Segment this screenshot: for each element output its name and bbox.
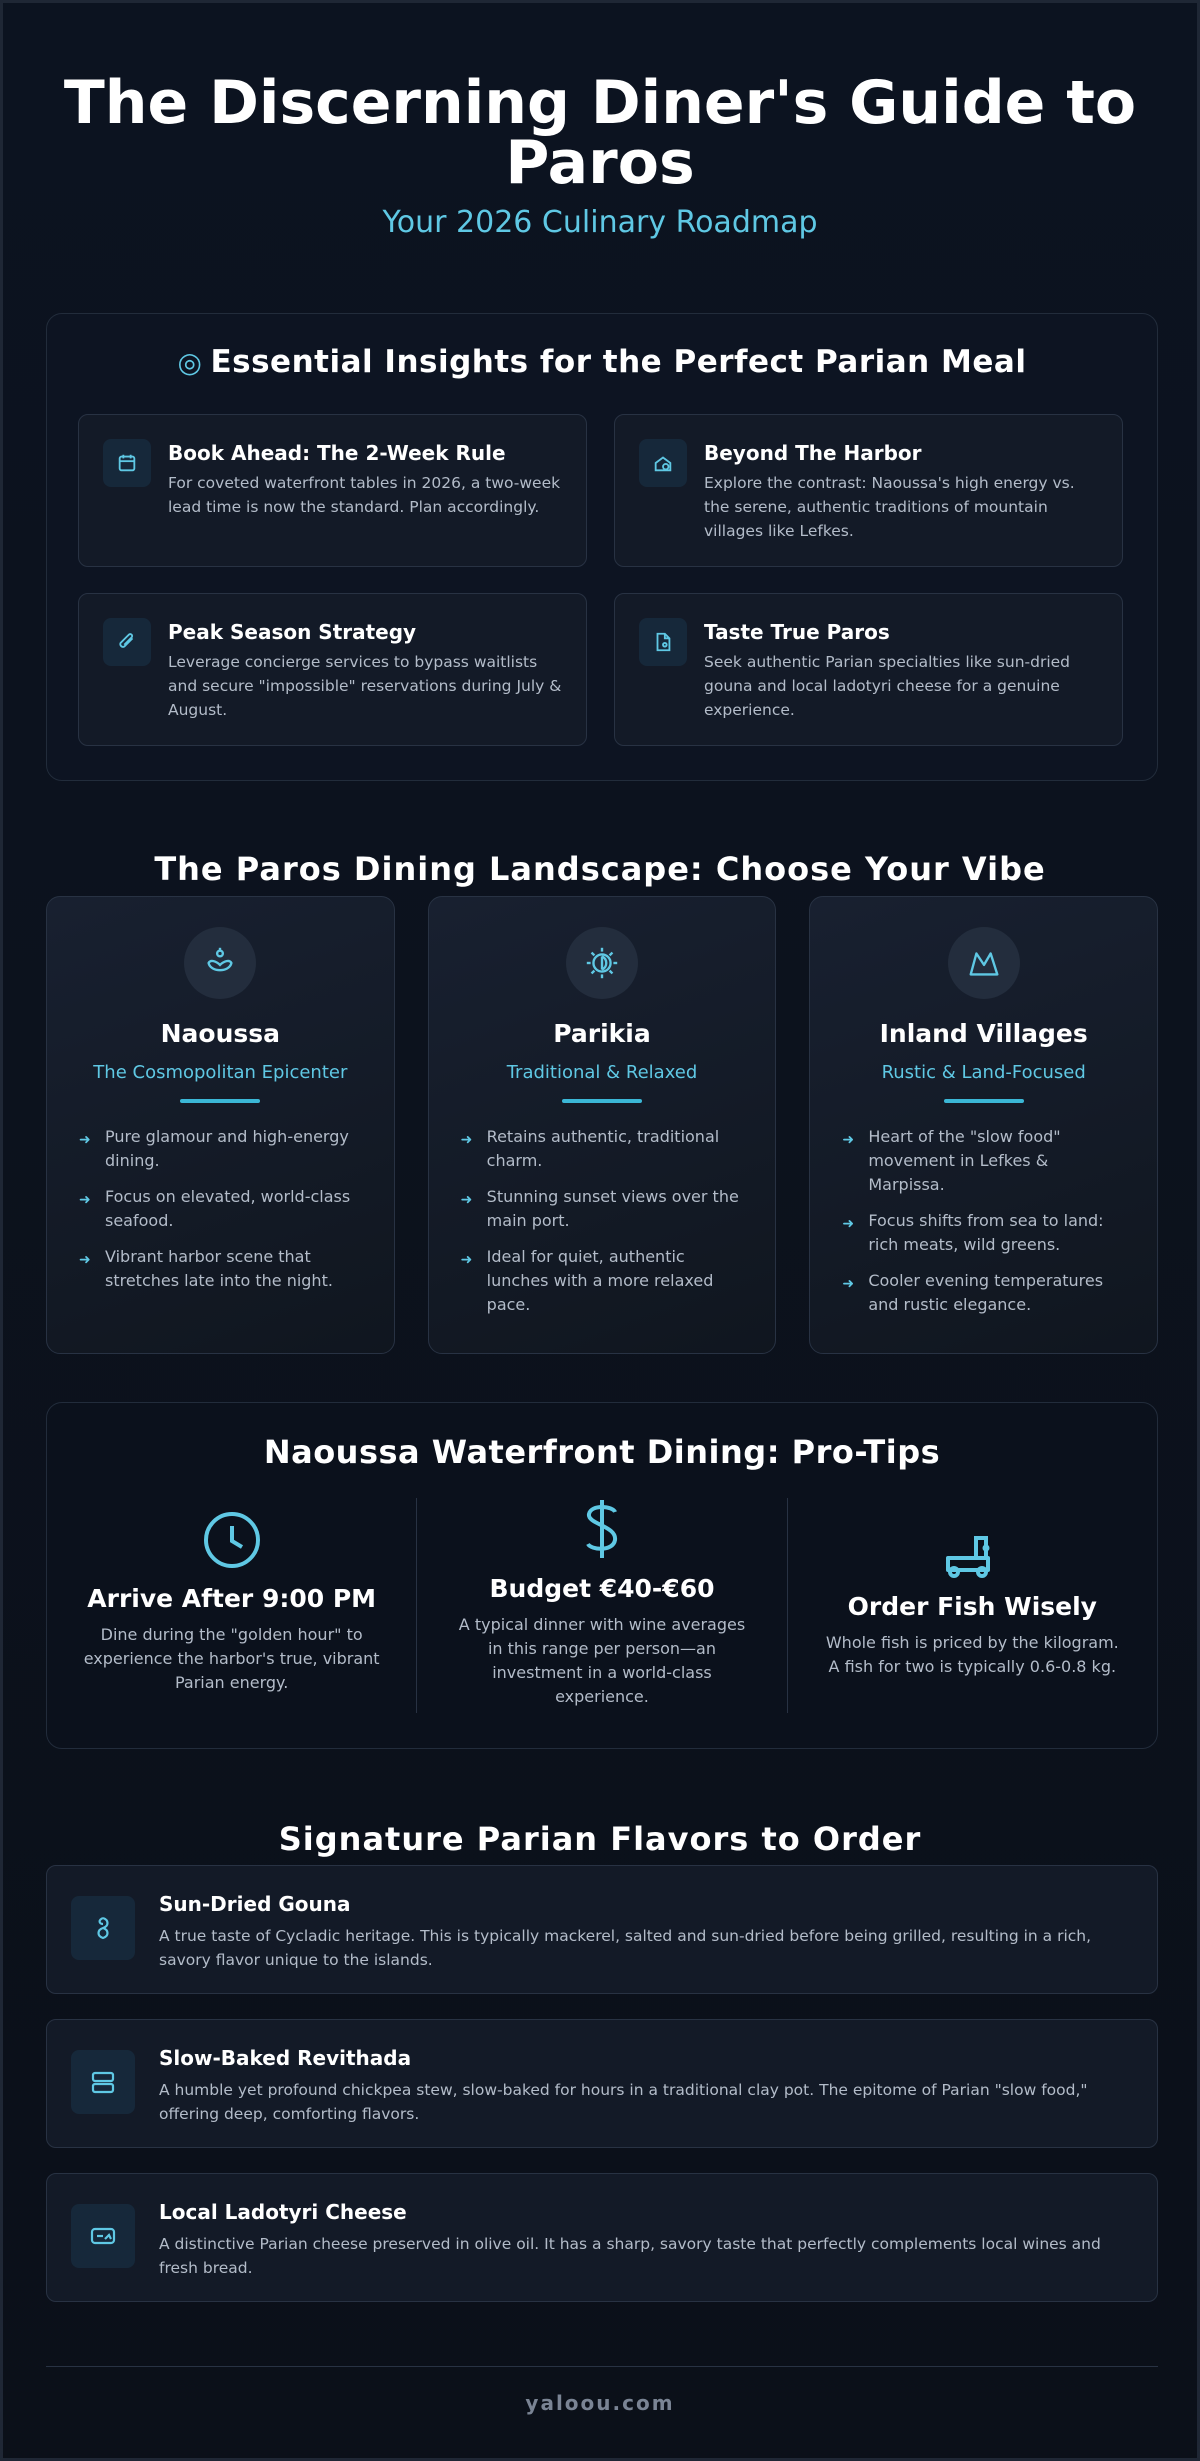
anchor-icon (184, 927, 256, 999)
protip-text: Whole fish is priced by the kilogram. A fish for two is typically 0.6-0.8 kg. (825, 1633, 1119, 1676)
flavor-title: Sun-Dried Gouna (159, 1892, 351, 1916)
pot-icon (71, 2050, 135, 2114)
flavor-text: A humble yet profound chickpea stew, slow-baked for hours in a traditional clay pot. The epitome of Parian "slow food," offering deep, comforting flavors. (159, 2081, 1088, 2123)
vibe-name: Parikia (553, 1019, 651, 1048)
footer-brand: yaloou.com (525, 2391, 675, 2415)
vibe-card-naoussa (46, 896, 395, 1354)
arrow-icon: ➜ (842, 1132, 855, 1148)
protip (416, 1498, 786, 1713)
vibe-point (79, 1245, 364, 1293)
protip-text: Dine during the "golden hour" to experience the harbor's true, vibrant Parian energy. (83, 1625, 380, 1692)
flavor-text: A distinctive Parian cheese preserved in olive oil. It has a sharp, savory taste that perfectly complements local wines and fresh bread. (159, 2235, 1101, 2277)
vibe-point (79, 1185, 364, 1233)
hero (3, 3, 1197, 240)
vibe-point (842, 1209, 1127, 1257)
vibe-point (79, 1125, 364, 1173)
vibe-points (810, 1125, 1157, 1317)
flavor-item (46, 2019, 1158, 2148)
page-title: The Discerning Diner's Guide to Paros (63, 68, 1137, 198)
vibe-point-text: Vibrant harbor scene that stretches late into the night. (105, 1247, 333, 1290)
vibe-card-parikia (428, 896, 777, 1354)
landscape-title: The Paros Dining Landscape: Choose Your Vibe (154, 849, 1046, 888)
clock-icon (202, 1510, 262, 1570)
vibe-subtitle: Rustic & Land-Focused (881, 1062, 1086, 1083)
arrow-icon: ➜ (842, 1276, 855, 1292)
insights-title-text: Essential Insights for the Perfect Parian Meal (210, 344, 1027, 380)
vibe-point-text: Stunning sunset views over the main port. (486, 1187, 739, 1230)
insight-card (78, 593, 587, 746)
vibe-name: Naoussa (160, 1019, 281, 1048)
vibe-point (842, 1125, 1127, 1197)
flavors-title: Signature Parian Flavors to Order (278, 1819, 922, 1858)
arrow-icon: ➜ (460, 1252, 473, 1268)
insight-title: Peak Season Strategy (168, 620, 417, 644)
insight-text: For coveted waterfront tables in 2026, a two-week lead time is now the standard. Plan accordingly. (168, 474, 561, 516)
protip-title: Budget €40-€60 (489, 1574, 715, 1603)
vibe-point-text: Cooler evening temperatures and rustic elegance. (868, 1271, 1104, 1314)
dollar-icon (577, 1498, 627, 1560)
vibe-point (461, 1245, 746, 1317)
target-icon: ◎ (177, 346, 203, 379)
vibe-cards (46, 896, 1158, 1354)
calendar-icon (103, 439, 151, 487)
vibe-point-text: Retains authentic, traditional charm. (486, 1127, 720, 1170)
vibe-point-text: Ideal for quiet, authentic lunches with a more relaxed pace. (486, 1247, 714, 1314)
vibe-divider (562, 1099, 642, 1103)
vibe-card-inland-villages (809, 896, 1158, 1354)
protip-title: Arrive After 9:00 PM (87, 1584, 377, 1613)
protip-title: Order Fish Wisely (847, 1592, 1097, 1621)
cheese-icon (71, 2204, 135, 2268)
arrow-icon: ➜ (79, 1252, 91, 1268)
flavor-text: A true taste of Cycladic heritage. This is typically mackerel, salted and sun-dried before being grilled, resulting in a rich, savory flavor unique to the islands. (159, 1927, 1092, 1969)
protips-row (47, 1498, 1157, 1713)
protip (47, 1498, 416, 1713)
vibe-point-text: Focus on elevated, world-class seafood. (105, 1187, 351, 1230)
vibe-point-text: Focus shifts from sea to land: rich meats, wild greens. (868, 1211, 1104, 1254)
page-subtitle: Your 2026 Culinary Roadmap (382, 205, 818, 240)
sun-icon (566, 927, 638, 999)
vibe-divider (180, 1099, 260, 1103)
insight-text: Leverage concierge services to bypass waitlists and secure "impossible" reservations during July & August. (168, 653, 562, 719)
insight-title: Book Ahead: The 2-Week Rule (168, 441, 506, 465)
arrow-icon: ➜ (460, 1132, 473, 1148)
vibe-point (461, 1125, 746, 1173)
vibe-point-text: Heart of the "slow food" movement in Lefkes & Marpissa. (868, 1127, 1061, 1194)
flavor-title: Local Ladotyri Cheese (159, 2200, 407, 2224)
fish-icon (71, 1896, 135, 1960)
arrow-icon: ➜ (460, 1192, 473, 1208)
vibe-point-text: Pure glamour and high-energy dining. (105, 1127, 349, 1170)
insight-card (614, 414, 1123, 567)
insight-title: Beyond The Harbor (704, 441, 922, 465)
arrow-icon: ➜ (842, 1216, 855, 1232)
vibe-points (47, 1125, 394, 1293)
vibe-subtitle: The Cosmopolitan Epicenter (93, 1062, 348, 1083)
protip-text: A typical dinner with wine averages in this range per person—an investment in a world-class experience. (458, 1615, 746, 1706)
insight-text: Seek authentic Parian specialties like sun-dried gouna and local ladotyri cheese for a genuine experience. (704, 653, 1071, 719)
flavor-item (46, 1865, 1158, 1994)
insight-card (78, 414, 587, 567)
vibe-divider (944, 1099, 1024, 1103)
vibe-points (429, 1125, 776, 1317)
vibe-name: Inland Villages (879, 1019, 1088, 1048)
vibe-subtitle: Traditional & Relaxed (506, 1062, 698, 1083)
vibe-point (461, 1185, 746, 1233)
insight-card (614, 593, 1123, 746)
insights-panel (46, 313, 1158, 781)
arrow-icon: ➜ (79, 1132, 91, 1148)
paperclip-icon (103, 618, 151, 666)
footer-divider (46, 2366, 1158, 2367)
protip (787, 1498, 1157, 1713)
flavor-item (46, 2173, 1158, 2302)
insight-text: Explore the contrast: Naoussa's high energy vs. the serene, authentic traditions of mountain villages like Lefkes. (704, 474, 1075, 540)
map-pin-icon (639, 439, 687, 487)
flavor-title: Slow-Baked Revithada (159, 2046, 412, 2070)
arrow-icon: ➜ (79, 1192, 91, 1208)
protips-panel (46, 1402, 1158, 1749)
vibe-point (842, 1269, 1127, 1317)
insights-grid (78, 414, 1128, 746)
document-icon (639, 618, 687, 666)
mountain-icon (948, 927, 1020, 999)
protips-title: Naoussa Waterfront Dining: Pro-Tips (263, 1433, 941, 1471)
fish-boat-icon (942, 1528, 1002, 1578)
insight-title: Taste True Paros (704, 620, 890, 644)
insights-title (47, 344, 1157, 380)
